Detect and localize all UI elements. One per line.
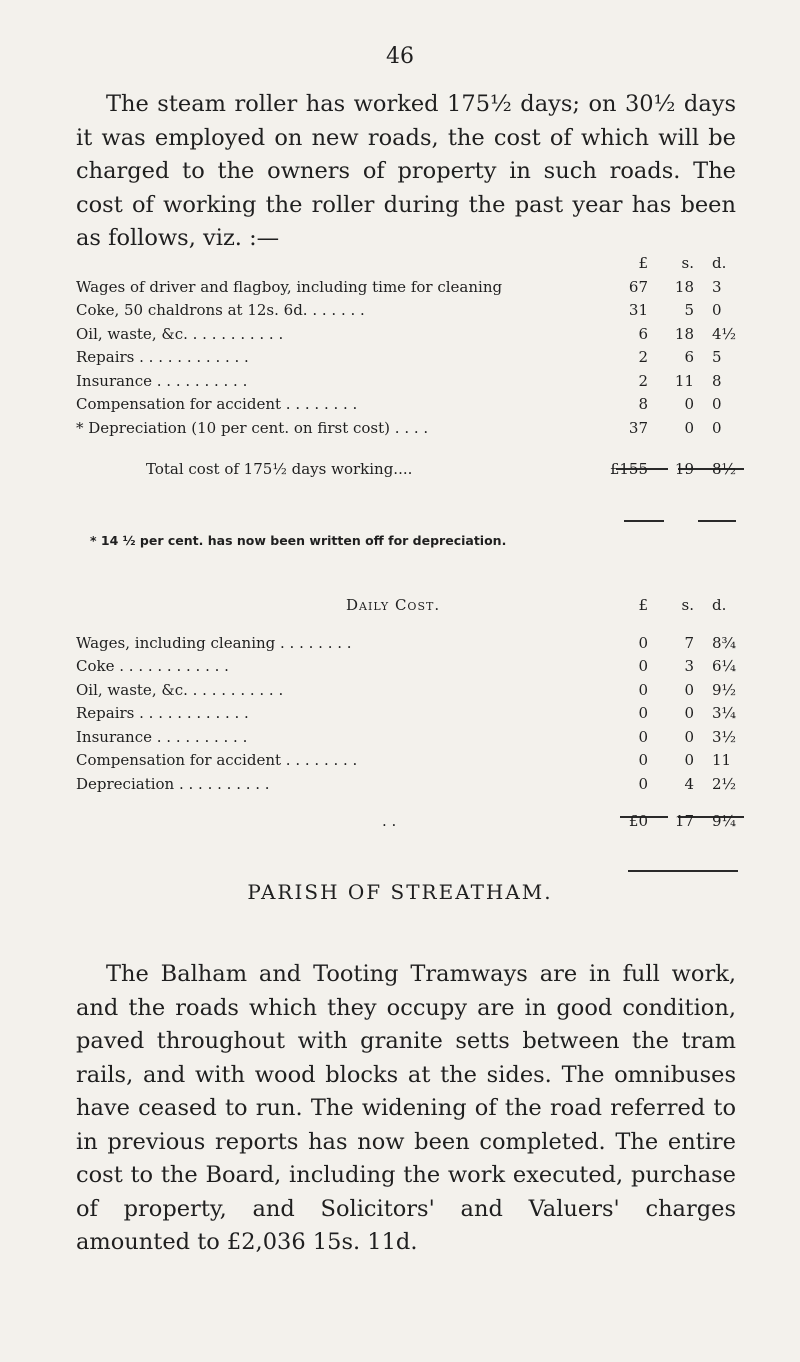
daily-row bbox=[76, 679, 746, 703]
daily-shillings: 0 bbox=[684, 704, 694, 722]
spacer bbox=[76, 440, 746, 450]
daily-header-pence: d. bbox=[712, 596, 727, 614]
depreciation-footnote: * 14 ½ per cent. has now been written off for depreciation. bbox=[90, 533, 507, 548]
daily-row bbox=[76, 726, 746, 750]
page-number: 46 bbox=[386, 44, 414, 69]
total-pounds: £155 bbox=[609, 460, 648, 478]
cost-pounds: 37 bbox=[628, 418, 648, 437]
daily-total-pence: 9¼ bbox=[712, 812, 737, 830]
daily-desc: Oil, waste, &c. . . . . . . . . . . bbox=[76, 680, 284, 699]
total-underline-pounds bbox=[624, 520, 664, 522]
cost-rows bbox=[76, 276, 746, 441]
cost-row bbox=[76, 393, 746, 417]
daily-pounds: 0 bbox=[638, 633, 648, 652]
cost-desc: Coke, 50 chaldrons at 12s. 6d. . . . . . . bbox=[76, 301, 365, 319]
streatham-text: The Balham and Tooting Tramways are in full work, and the roads which they occupy are in good condition, paved throughout with granite setts between the tram rails, and with wood blocks at the sides. The omnibuses have ceased to run. The widening of the road referred to in previous reports has now been completed. The entire cost to the Board, including the work executed, purchase of property, and Solicitors' and Valuers' charges amounted to £2,036 15s. 11d. bbox=[76, 961, 736, 1255]
table-header-row bbox=[76, 252, 746, 276]
cost-pounds: 8 bbox=[638, 395, 648, 413]
cost-shillings: 5 bbox=[684, 301, 694, 319]
daily-cost-table bbox=[76, 594, 746, 834]
daily-total-underline bbox=[628, 870, 738, 872]
cost-desc: Repairs . . . . . . . . . . . . bbox=[76, 348, 249, 366]
section-title: PARISH OF STREATHAM. bbox=[247, 880, 553, 904]
total-shillings: 19 bbox=[674, 460, 694, 478]
daily-row bbox=[76, 702, 746, 726]
header-shillings: s. bbox=[681, 254, 694, 272]
cost-row bbox=[76, 370, 746, 394]
cost-desc: Oil, waste, &c. . . . . . . . . . . bbox=[76, 324, 284, 343]
daily-desc: Coke . . . . . . . . . . . . bbox=[76, 657, 229, 675]
cost-row bbox=[76, 323, 746, 347]
cost-desc: Wages of driver and flagboy, including time for cleaning bbox=[76, 277, 503, 296]
daily-desc: Compensation for accident . . . . . . . . bbox=[76, 751, 358, 769]
daily-row bbox=[76, 655, 746, 679]
streatham-paragraph bbox=[76, 958, 736, 1260]
cost-pounds: 31 bbox=[628, 301, 648, 319]
daily-pence: 9½ bbox=[712, 680, 737, 699]
daily-cost-title: Daily Cost. bbox=[346, 596, 441, 614]
daily-desc: Repairs . . . . . . . . . . . . bbox=[76, 704, 249, 722]
cost-pence: 4½ bbox=[712, 324, 737, 343]
daily-pence: 3¼ bbox=[712, 704, 737, 722]
intro-text: The steam roller has worked 175½ days; on 30½ days it was employed on new roads, the cost of which will be charged to the owners of property in such roads. The cost of working the roller during the past year has been as follows, viz. :— bbox=[76, 91, 736, 251]
daily-pounds: 0 bbox=[638, 727, 648, 746]
cost-row bbox=[76, 276, 746, 300]
spacer bbox=[76, 618, 746, 632]
daily-total-pounds: £0 bbox=[628, 812, 648, 830]
daily-total-shillings: 17 bbox=[674, 812, 694, 830]
daily-shillings: 0 bbox=[684, 751, 694, 769]
daily-shillings: 0 bbox=[684, 680, 694, 699]
cost-pence: 8 bbox=[712, 371, 722, 390]
cost-shillings: 0 bbox=[684, 395, 694, 413]
header-pence: d. bbox=[712, 254, 727, 272]
daily-header-pounds: £ bbox=[638, 596, 648, 614]
header-pounds: £ bbox=[638, 254, 648, 272]
daily-pence: 2½ bbox=[712, 774, 737, 793]
cost-shillings: 18 bbox=[674, 324, 694, 343]
daily-pounds: 0 bbox=[638, 680, 648, 699]
cost-row bbox=[76, 417, 746, 441]
spacer bbox=[76, 796, 746, 810]
cost-pence: 0 bbox=[712, 395, 722, 413]
daily-pence: 8¾ bbox=[712, 633, 737, 652]
cost-pence: 3 bbox=[712, 277, 722, 296]
daily-shillings: 4 bbox=[684, 774, 694, 793]
daily-row bbox=[76, 749, 746, 773]
daily-row bbox=[76, 632, 746, 656]
daily-row bbox=[76, 773, 746, 797]
daily-desc: Insurance . . . . . . . . . . bbox=[76, 727, 248, 746]
daily-total-label: . . bbox=[382, 812, 397, 830]
daily-shillings: 7 bbox=[684, 633, 694, 652]
cost-desc: * Depreciation (10 per cent. on first cost) . . . . bbox=[76, 418, 429, 437]
cost-desc: Insurance . . . . . . . . . . bbox=[76, 371, 248, 390]
daily-pence: 3½ bbox=[712, 727, 737, 746]
daily-desc: Wages, including cleaning . . . . . . . . bbox=[76, 633, 352, 652]
daily-shillings: 0 bbox=[684, 727, 694, 746]
daily-pounds: 0 bbox=[638, 751, 648, 769]
cost-shillings: 18 bbox=[674, 277, 694, 296]
cost-desc: Compensation for accident . . . . . . . . bbox=[76, 395, 358, 413]
daily-rows bbox=[76, 632, 746, 797]
cost-pence: 0 bbox=[712, 301, 722, 319]
daily-pounds: 0 bbox=[638, 774, 648, 793]
cost-pounds: 67 bbox=[628, 277, 648, 296]
cost-pence: 0 bbox=[712, 418, 722, 437]
daily-pounds: 0 bbox=[638, 704, 648, 722]
daily-desc: Depreciation . . . . . . . . . . bbox=[76, 774, 270, 793]
intro-paragraph bbox=[76, 88, 736, 256]
daily-header-row bbox=[76, 594, 746, 618]
roller-cost-table bbox=[76, 252, 746, 482]
cost-pounds: 2 bbox=[638, 348, 648, 366]
total-underline-pence bbox=[698, 520, 736, 522]
daily-shillings: 3 bbox=[684, 657, 694, 675]
daily-header-shillings: s. bbox=[681, 596, 694, 614]
cost-shillings: 0 bbox=[684, 418, 694, 437]
daily-pence: 11 bbox=[712, 751, 732, 769]
cost-row bbox=[76, 346, 746, 370]
cost-pounds: 2 bbox=[638, 371, 648, 390]
daily-pence: 6¼ bbox=[712, 657, 737, 675]
total-row bbox=[76, 458, 746, 482]
daily-pounds: 0 bbox=[638, 657, 648, 675]
cost-pence: 5 bbox=[712, 348, 722, 366]
daily-total-row bbox=[76, 810, 746, 834]
cost-shillings: 11 bbox=[674, 371, 694, 390]
total-label: Total cost of 175½ days working.... bbox=[146, 460, 413, 478]
cost-shillings: 6 bbox=[684, 348, 694, 366]
cost-pounds: 6 bbox=[638, 324, 648, 343]
cost-row bbox=[76, 299, 746, 323]
total-pence: 8½ bbox=[712, 460, 737, 478]
